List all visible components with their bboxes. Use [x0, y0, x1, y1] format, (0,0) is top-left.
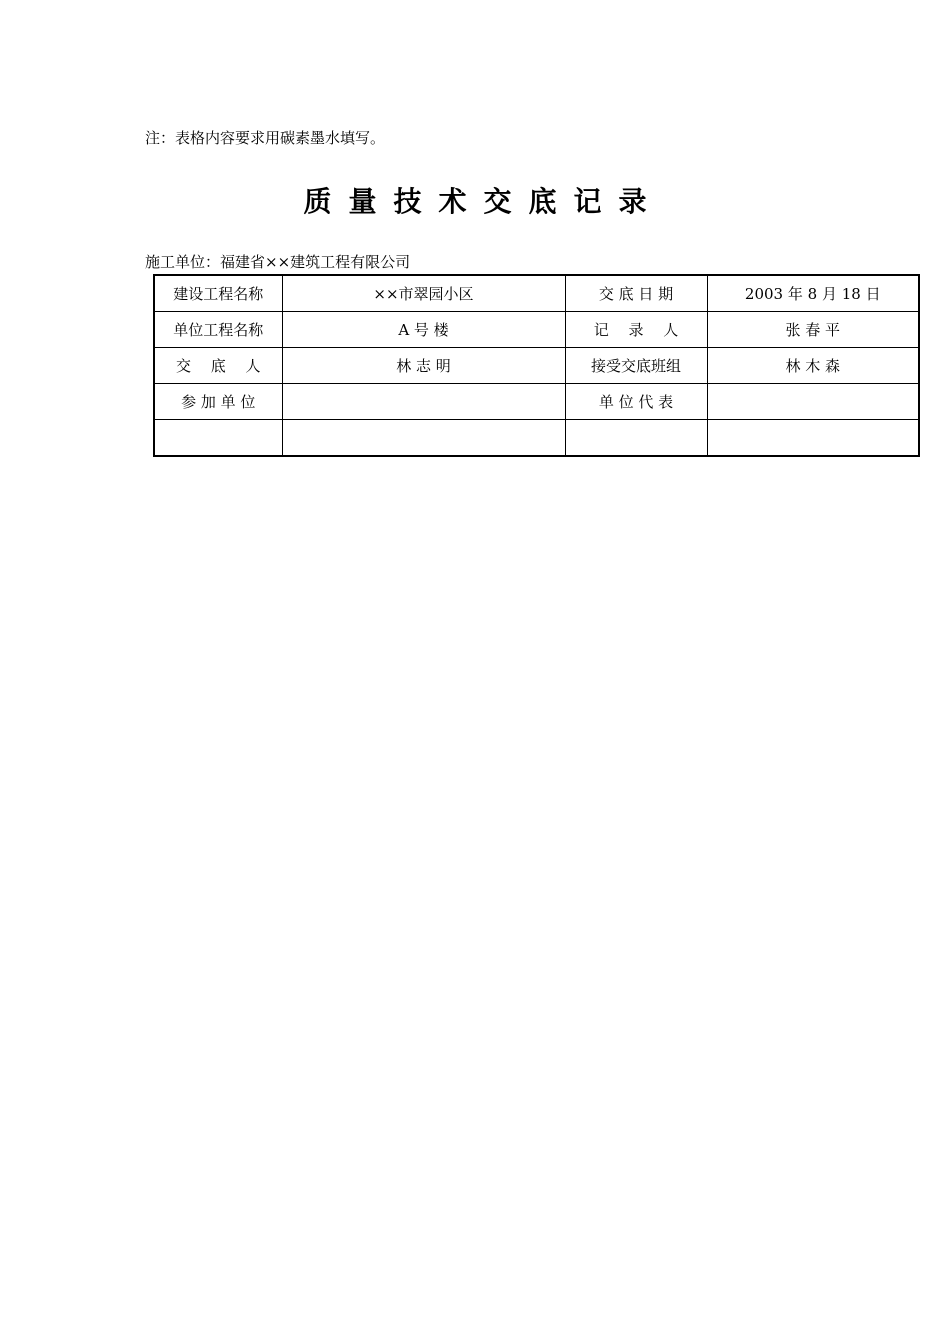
- value-briefing-date: 2003 年 8 月 18 日: [707, 275, 919, 312]
- form-note: 注：表格内容要求用碳素墨水填写。: [145, 129, 386, 147]
- label-unit-representative: 单 位 代 表: [565, 384, 707, 420]
- table-row: [154, 348, 919, 384]
- label-project-name: 建设工程名称: [154, 275, 282, 312]
- value-recorder: 张 春 平: [707, 312, 919, 348]
- value-receiving-team: 林 木 森: [707, 348, 919, 384]
- value-project-name: ××市翠园小区: [282, 275, 565, 312]
- page-title: 质量技术交底记录: [303, 185, 664, 218]
- value-briefer: 林 志 明: [282, 348, 565, 384]
- table-row: [154, 420, 919, 457]
- label-receiving-team: 接受交底班组: [565, 348, 707, 384]
- construction-unit: 施工单位：福建省××建筑工程有限公司: [145, 253, 411, 271]
- table-row: [154, 384, 919, 420]
- empty-cell: [282, 420, 565, 457]
- label-unit-project-name: 单位工程名称: [154, 312, 282, 348]
- table-row: [154, 312, 919, 348]
- table-row: [154, 275, 919, 312]
- value-unit-representative: [707, 384, 919, 420]
- empty-cell: [154, 420, 282, 457]
- value-participating-unit: [282, 384, 565, 420]
- label-recorder: 记 录 人: [565, 312, 707, 348]
- label-participating-unit: 参 加 单 位: [154, 384, 282, 420]
- label-briefer: 交 底 人: [154, 348, 282, 384]
- label-briefing-date: 交 底 日 期: [565, 275, 707, 312]
- empty-cell: [707, 420, 919, 457]
- value-unit-project-name: A 号 楼: [282, 312, 565, 348]
- record-table: [153, 274, 920, 457]
- empty-cell: [565, 420, 707, 457]
